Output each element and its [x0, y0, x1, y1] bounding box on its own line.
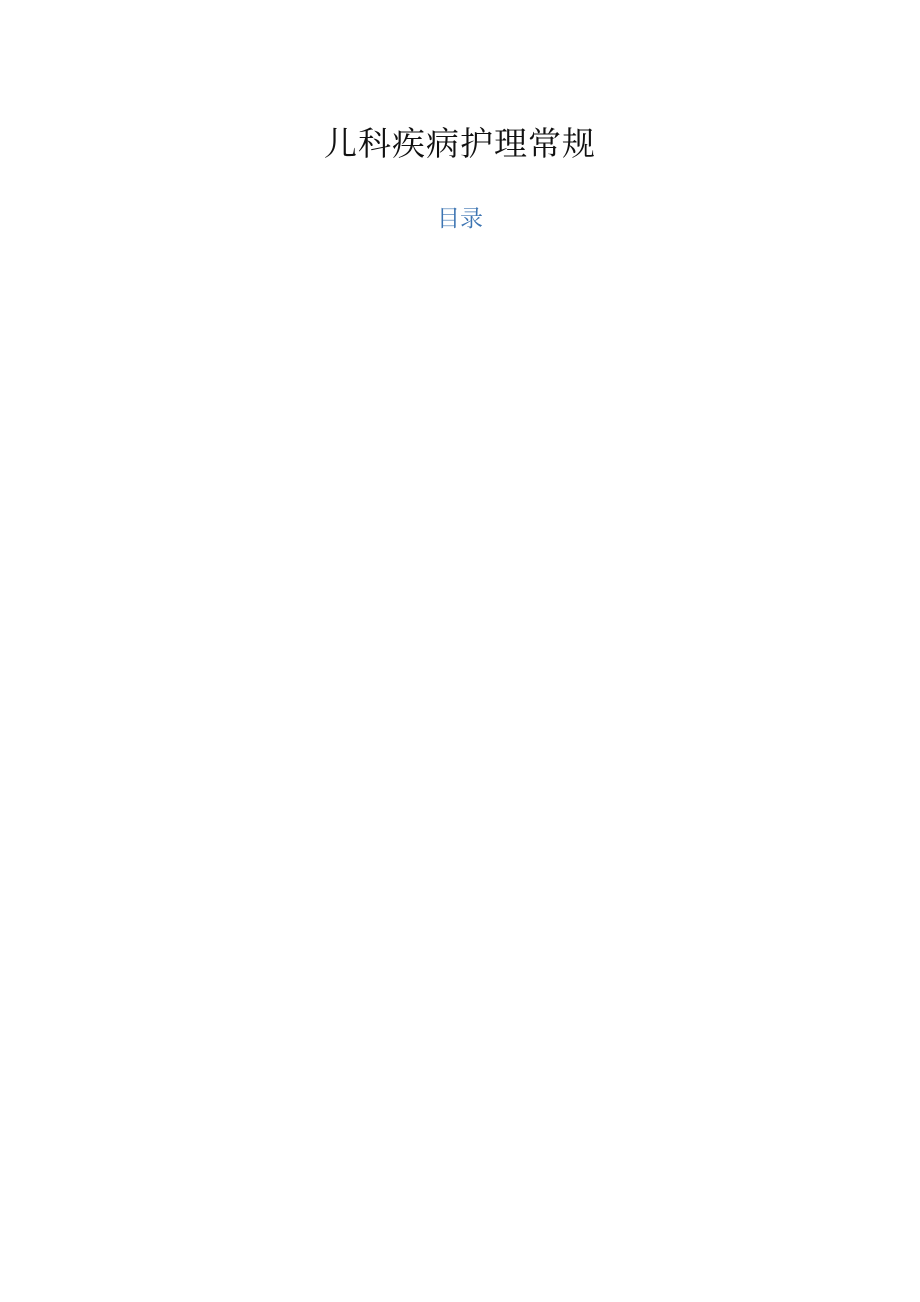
document-title: 儿科疾病护理常规 [324, 124, 596, 163]
toc-heading: 目录 [437, 206, 483, 232]
